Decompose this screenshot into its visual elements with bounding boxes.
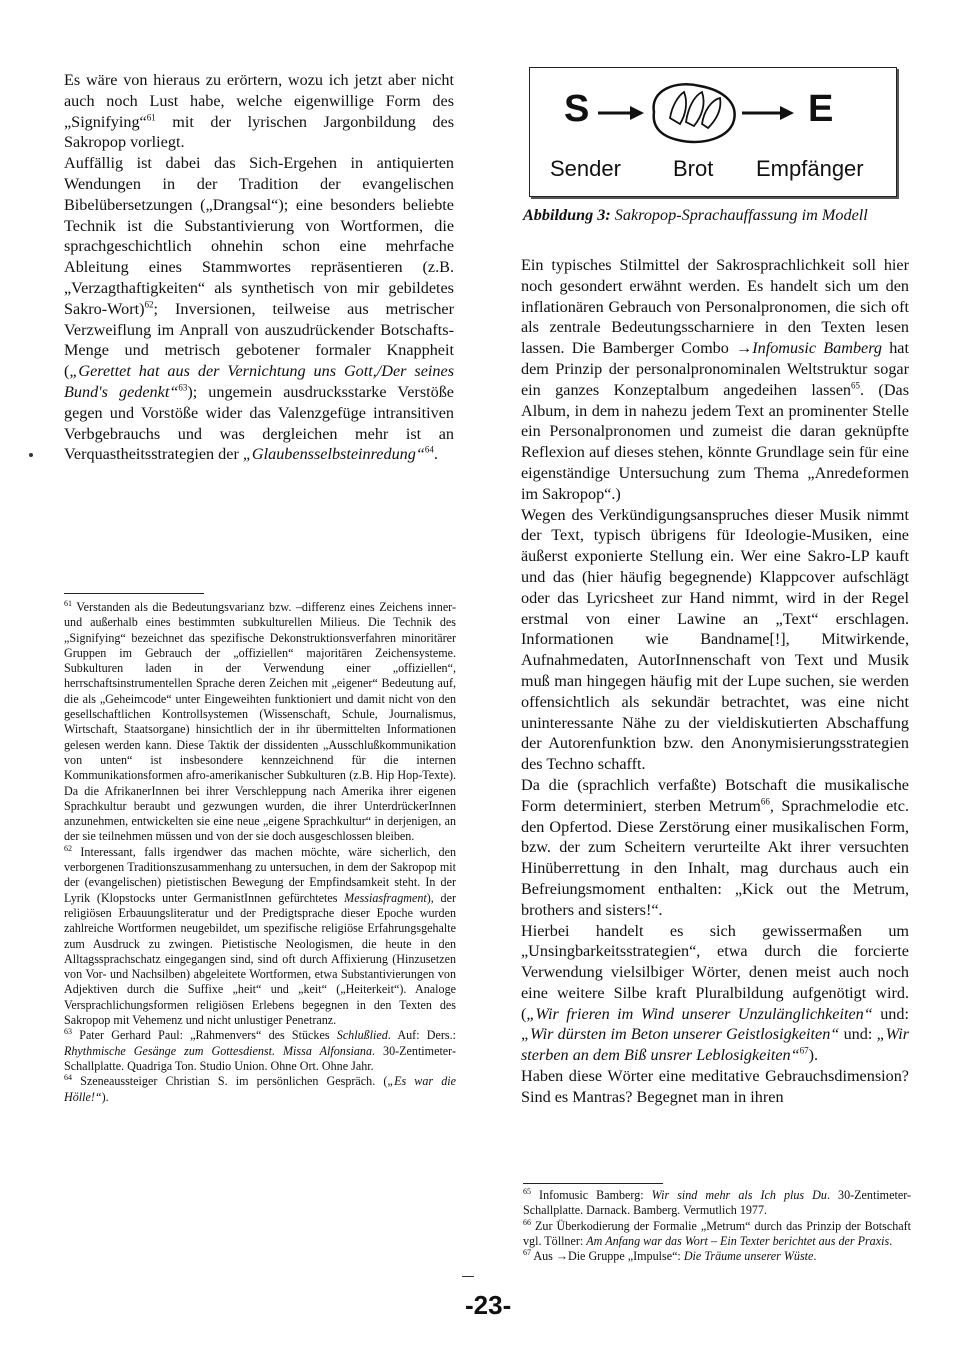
arrow-right-icon (742, 106, 794, 120)
divider (462, 1276, 474, 1277)
paragraph: Wegen des Verkündigungsanspruches dieser Musik nimmt der Text, typisch übrigens für Ideologie-Musiken, eine äußerst exponierte Stellung ein. Wer eine Sakro-LP kauft und das (hier häufig begegnende) Klappcover aufschlägt oder das Lyricsheet zur Hand nimmt, wird in der Regel erstmal von einer Lawine an „Text“ erschlagen. Informationen wie Bandname[!], Mitwirkende, Aufnahmedaten, AutorInnenschaft von Text und Musik muß man hingegen häufig mit der Lupe suchen, sie werden offensichtlich als sekundär betrachtet, was eine nicht uninteressante Nähe zu der vieldiskutierten Abschaffung der Autorenfunktion bzw. den Anonymisierungsstrategien des Techno schafft. (521, 505, 909, 774)
paragraph: Ein typisches Stilmittel der Sakrosprachlichkeit soll hier noch gesondert erwähnt werden. Es handelt sich um den inflationären Gebrauch von Personalpronomen, die sich oft als zentrale Bedeutungsscharniere in den Texten lesen lassen. Die Bamberger Combo →Infomusic Bamberg hat dem Prinzip der personalpronominalen Weltstruktur sogar ein ganzes Konzeptalbum angedeihen lassen$^{65}$. (Das Album, in dem in nahezu jedem Text an prominenter Stelle ein Personalpronomen und zumeist die daran geknüpfte Reflexion auf dieses stehen, könnte Grundlage sein für eine eigenständige Untersuchung zum Thema „Anredeformen im Sakropop“.) (521, 256, 909, 503)
footnote-61: $^{61}$ Verstanden als die Bedeutungsvarianz bzw. –differenz eines Zeichens inner- und außerhalb eines bestimmten subkulturellen Milieus. Die Technik des „Signifying“ bezeichnet das spezifische Dekonstruktionsverfahren minoritärer Gruppen im Gebrauch der „offiziellen“ majoritären Zeichensysteme. Subkulturen laden in der Verwendung einer „offiziellen“, herrschaftsinstrumentellen Sprache deren Zeichen mit „eigener“ Bedeutung auf, die als „Geheimcode“ unter Eingeweihten funktioniert und damit nicht von den gesellschaftlichen Kontrollsystemen (Wissenschaft, Schule, Journalismus, Wirtschaft, Staatsorgane) hinsichtlich der in ihr übermittelten Informationen gelesen werden kann. Diese Taktik der dissidenten „Ausschlußkommunikation von unten“ ist insbesondere kennzeichnend für die internen Kommunikationsformen afro-amerikanischer Subkulturen (z.B. Hip Hop-Texte). Da die AfrikanerInnen bei ihrer Verschleppung nach Amerika ihrer eigenen Sprachkultur beraubt und gezwungen wurden, die ihrer UnterdrückerInnen anzunehmen, entwickelten sie eine neue „eigene Sprachkultur“ in derjenigen, an der sie teilnehmen müssen und von der sie doch ausgeschlossen bleiben. (64, 598, 456, 844)
paragraph: Auffällig ist dabei das Sich-Ergehen in antiquierten Wendungen in der Tradition der evangelischen Bibelübersetzungen („Drangsal“); eine besonders beliebte Technik ist die Substantivierung von Wortformen, die sprachgeschichtlich ohnehin schon eine mehrfache Ableitung eines Stammwortes repräsentieren (z.B. „Verzagthaftigkeiten“ als synthetisch von mir gebildetes Sakro-Wort)$^{62}$; Inversionen, teilweise aus metrischer Verzweiflung im Anprall von auszudrückender Botschafts-Menge und metrisch gebotener formaler Knappheit („Gerettet hat aus der Vernichtung uns Gott,/Der seines Bund's gedenkt“$^{63}$); ungemein ausdrucksstarke Verstöße gegen und Vorstöße wider das Valenzgefüge intransitiven Verbgebrauchs und was dergleichen mehr ist an Verquastheitsstrategien der „Glaubensselbsteinredung“$^{64}$. (64, 154, 454, 464)
footnote-rule (523, 1183, 663, 1184)
footnote-65: $^{65}$ Infomusic Bamberg: Wir sind mehr als Ich plus Du. 30-Zentimeter-Schallplatte. Darnack. Bamberg. Vermutlich 1977. (523, 1186, 912, 1218)
footnote-63: $^{63}$ Pater Gerhard Paul: „Rahmenvers“ des Stückes Schlußlied. Auf: Ders.: Rhythmische Gesänge zum Gottesdienst. Missa Alfonsiana. 30-Zentimeter-Schallplatte. Quadriga Ton. Studio Union. Ohne Ort. Ohne Jahr. (64, 1027, 456, 1073)
footnote-64: $^{64}$ Szeneaussteiger Christian S. im persönlichen Gespräch. („Es war die Hölle!“). (64, 1073, 456, 1104)
figure-caption: Abbildung 3: Sakropop-Sprachauffassung im Modell (523, 206, 868, 224)
label-sender: Sender (550, 156, 621, 181)
margin-mark (29, 453, 33, 457)
receiver-letter: E (808, 88, 834, 130)
arrow-left-icon (598, 106, 644, 120)
footnote-62: $^{62}$ Interessant, falls irgendwer das machen möchte, wäre sicherlich, den verborgenen Traditionszusammenhang zu untersuchen, in dem der Sakropop mit der (evangelischen) pietistischen Bewegung der Empfindsamkeit steht. In der Lyrik (Klopstocks unter GermanistInnen gefürchtetes Messiasfragment), der religiösen Erbauungsliteratur und der Predigtsprache dieser Epoche wurden zahlreiche Wortformen neugebildet, um spezifische religiöse Erfahrungsgehalte zum Ausdruck zu zwingen. Pietistische Neologismen, die heute in den Alltagssprachschatz eingegangen sind, sind oft durch Affixierung (Hinzusetzen von Vor- und Nachsilben) abgeleitete Wortformen, etwa Substantivierungen von Adjektiven durch die Suffixe „heit“ und „keit“ („Heiterkeit“). Analoge Versprachlichungsformen religiösen Erlebens begegnen in den Texten des Sakropop mit Vehemenz und nicht unlustiger Penetranz. (64, 843, 456, 1028)
sender-letter: S (564, 88, 590, 130)
paragraph: Es wäre von hieraus zu erörtern, wozu ich jetzt aber nicht auch noch Lust habe, welche eigenwillige Form des „Signifying“$^{61}$ mit der lyrischen Jargonbildung des Sakropop vorliegt. (64, 71, 454, 152)
label-brot: Brot (673, 156, 714, 181)
left-column (64, 70, 454, 465)
page-number: -23- (465, 1290, 512, 1320)
paragraph: Da die (sprachlich verfaßte) Botschaft die musikalische Form determiniert, sterben Metrum$^{66}$, Sprachmelodie etc. den Opfertod. Diese Zerstörung einer musikalischen Form, bzw. der zum Scheitern verurteilte Akt ihrer versuchten Hinüberrettung in den Inhalt, mag durchaus auch ein Befreiungsmoment enthalten: „Kick out the Metrum, brothers and sisters!“. (521, 775, 909, 919)
footnote-67: $^{67}$ Aus →Die Gruppe „Impulse“: Die Träume unserer Wüste. (523, 1248, 817, 1264)
figure-model-diagram (529, 67, 897, 197)
footnotes-left (64, 600, 456, 1105)
footnote-rule (64, 593, 204, 594)
footnotes-right (523, 1188, 911, 1264)
paragraph: Haben diese Wörter eine meditative Gebrauchsdimension? Sind es Mantras? Begegnet man in ihren (521, 1067, 909, 1106)
paragraph: Hierbei handelt es sich gewissermaßen um „Unsingbarkeitsstrategien“, etwa durch die forcierte Verwendung vielsilbiger Wörter, denen meist auch noch eine weitere Silbe kraft Pluralbildung aufgenötigt wird. („Wir frieren im Wind unserer Unzulänglichkeiten“ und: „Wir dürsten im Beton unserer Geistlosigkeiten“ und: „Wir sterben an dem Biß unsrer Leblosigkeiten“$^{67}$). (521, 921, 909, 1065)
right-column (521, 255, 909, 1108)
bread-icon (654, 84, 735, 142)
bread-graphic (590, 78, 810, 148)
label-empfaenger: Empfänger (756, 156, 864, 181)
footnote-66: $^{66}$ Zur Überkodierung der Formalie „Metrum“ durch das Prinzip der Botschaft vgl. Töllner: Am Anfang war das Wort – Ein Texter berichtet aus der Praxis. (523, 1217, 911, 1248)
